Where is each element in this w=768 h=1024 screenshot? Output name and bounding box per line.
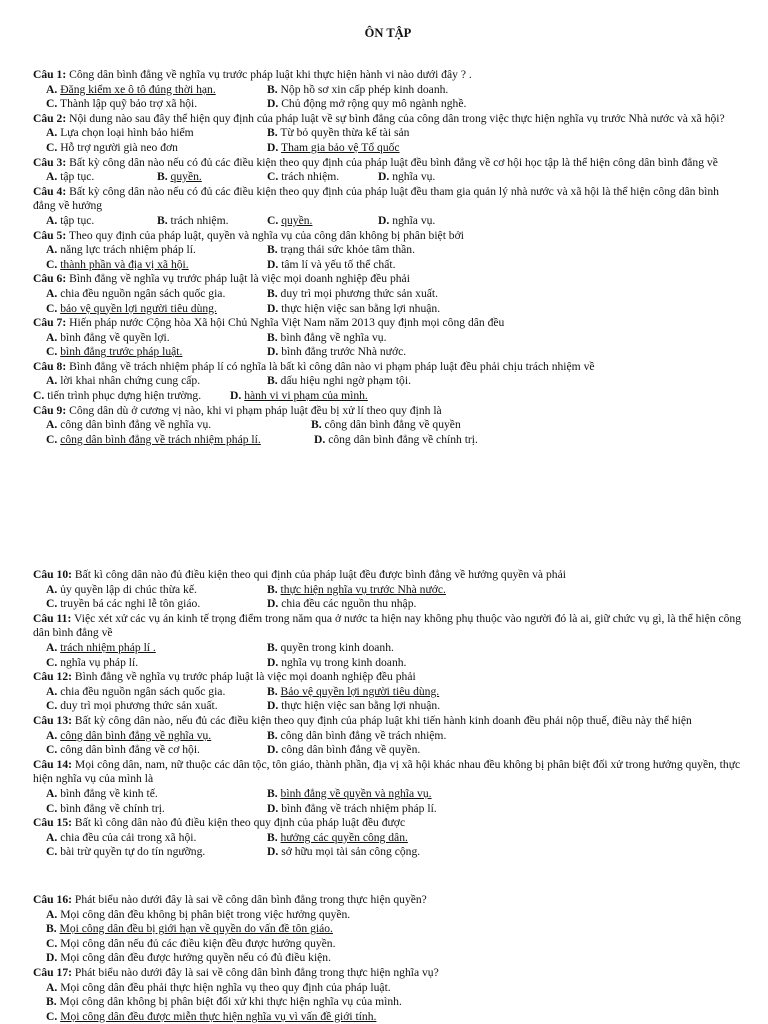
option-text: bình đẳng về quyền lợi.	[60, 330, 170, 344]
option-letter: C.	[46, 936, 58, 950]
option-letter: D.	[267, 597, 279, 611]
question	[33, 156, 743, 171]
option-text: chia đều các nguồn thu nhập.	[281, 597, 417, 611]
option-text: Mọi công dân không bị phân biệt đối xử khi thực hiện nghĩa vụ của mình.	[59, 995, 402, 1009]
answer-option	[267, 170, 339, 185]
option-text: bình đẳng về quyền và nghĩa vụ.	[280, 786, 432, 800]
option-text: Mọi công dân nếu đủ các điều kiện đều được hưởng quyền.	[60, 936, 336, 950]
option-letter: C.	[46, 140, 58, 154]
option-text: tiến trình phục dựng hiện trường.	[47, 389, 202, 403]
answer-option	[267, 831, 408, 846]
option-letter: C.	[46, 699, 58, 713]
option-letter: D.	[378, 213, 390, 227]
option-text: thực hiện việc san bằng lợi nhuận.	[281, 301, 441, 315]
option-letter: C.	[46, 597, 58, 611]
option-letter: A.	[46, 684, 58, 698]
option-letter: C.	[267, 170, 279, 184]
option-text: bình đẳng về chính trị.	[60, 801, 165, 815]
option-text: bình đẳng về nghĩa vụ.	[280, 330, 387, 344]
option-row	[33, 243, 743, 258]
option-text: nghĩa vụ pháp lí.	[60, 655, 139, 669]
question	[33, 758, 743, 787]
answer-option	[46, 433, 261, 448]
answer-option	[33, 389, 201, 404]
option-text: thực hiện việc san bằng lợi nhuận.	[281, 699, 441, 713]
option-text: Mọi công dân đều bị giới hạn về quyền do vấn đề tôn giáo.	[59, 922, 333, 936]
answer-option	[267, 243, 415, 258]
option-letter: C.	[46, 97, 58, 111]
option-letter: A.	[46, 374, 58, 388]
answer-option	[46, 345, 182, 360]
answer-option	[267, 641, 394, 656]
answer-option	[267, 583, 446, 598]
answer-option	[46, 802, 165, 817]
question-text: Phát biểu nào dưới đây là sai về công dân bình đẳng trong thực hiện nghĩa vụ?	[74, 965, 439, 979]
answer-option	[46, 908, 743, 923]
option-text: hưởng các quyền công dân.	[280, 830, 408, 844]
option-letter: B.	[267, 286, 278, 300]
question-number: Câu 7:	[33, 316, 67, 330]
question-number: Câu 10:	[33, 568, 72, 581]
answer-option	[46, 951, 743, 966]
question	[33, 670, 743, 685]
answer-option	[267, 685, 439, 700]
question-text: Bình đẳng về nghĩa vụ trước pháp luật là việc mọi doanh nghiệp đều phải	[74, 670, 416, 684]
option-text: chia đều nguồn ngân sách quốc gia.	[60, 286, 226, 300]
option-row	[33, 83, 743, 98]
option-letter: C.	[46, 743, 58, 757]
answer-option	[378, 214, 435, 229]
option-letter: A.	[46, 640, 58, 654]
page-title: ÔN TẬP	[364, 26, 412, 40]
option-letter: D.	[267, 801, 279, 815]
option-text: Thành lập quỹ bảo trợ xã hội.	[59, 97, 198, 111]
option-text: công dân bình đẳng về trách nhiệm pháp lí.	[60, 432, 261, 446]
option-text: quyền.	[170, 170, 202, 184]
option-letter: A.	[46, 170, 58, 184]
option-text: Đăng kiểm xe ô tô đúng thời hạn.	[60, 82, 216, 96]
option-row	[33, 699, 743, 714]
option-row	[33, 787, 743, 802]
option-letter: D.	[267, 257, 279, 271]
option-letter: B.	[311, 418, 322, 432]
option-letter: A.	[46, 330, 58, 344]
option-row	[33, 258, 743, 273]
option-row	[33, 141, 743, 156]
answer-option	[46, 922, 743, 937]
option-letter: D.	[267, 845, 279, 859]
option-text: duy trì mọi phương thức sản xuất.	[280, 286, 439, 300]
option-text: nghĩa vụ.	[392, 213, 436, 227]
option-text: bình đẳng trước Nhà nước.	[281, 345, 407, 359]
option-row	[33, 831, 743, 846]
option-letter: A.	[46, 418, 58, 432]
question-block-1	[33, 68, 743, 447]
answer-option	[46, 83, 216, 98]
option-text: Chủ động mở rộng quy mô ngành nghề.	[281, 97, 467, 111]
answer-option	[46, 1010, 743, 1024]
option-letter: A.	[46, 907, 58, 921]
option-row	[33, 331, 743, 346]
option-text: công dân bình đẳng về quyền	[324, 418, 461, 432]
question-text: Theo quy định của pháp luật, quyền và nghĩa vụ của công dân không bị phân biệt bởi	[68, 228, 464, 242]
option-row	[33, 656, 743, 671]
option-text: Hỗ trợ người già neo đơn	[60, 140, 178, 154]
option-text: trách nhiệm.	[170, 213, 229, 227]
option-text: bình đẳng về kinh tế.	[60, 786, 158, 800]
option-letter: A.	[46, 786, 58, 800]
answer-option	[46, 699, 218, 714]
answer-option	[267, 699, 440, 714]
option-text: thành phần và địa vị xã hội.	[60, 257, 189, 271]
question	[33, 612, 743, 641]
option-letter: B.	[267, 684, 278, 698]
option-text: quyền trong kinh doanh.	[280, 640, 394, 654]
answer-option	[46, 685, 225, 700]
answer-option	[267, 729, 446, 744]
option-text: Tham gia bảo vệ Tổ quốc	[280, 140, 400, 154]
answer-option	[46, 302, 217, 317]
option-letter: D.	[267, 655, 279, 669]
option-letter: D.	[267, 345, 279, 359]
option-letter: C.	[46, 1009, 58, 1023]
option-text: nghĩa vụ.	[392, 170, 436, 184]
question	[33, 893, 743, 908]
option-text: hành vi vi phạm của mình.	[244, 389, 368, 403]
option-row	[33, 214, 743, 229]
option-letter: B.	[157, 170, 168, 184]
question	[33, 272, 743, 287]
question-number: Câu 9:	[33, 403, 67, 417]
option-row	[33, 433, 743, 448]
answer-option	[46, 170, 94, 185]
question	[33, 714, 743, 729]
option-letter: A.	[46, 243, 58, 257]
question-number: Câu 13:	[33, 713, 72, 727]
option-letter: C.	[33, 389, 45, 403]
question-text: Bất kỳ công dân nào nếu có đủ các điều kiện theo quy định của pháp luật đều bình đẳng về cơ hội học tập là thể hiện công dân bình đẳng về	[69, 155, 718, 169]
option-text: nghĩa vụ trong kinh doanh.	[281, 655, 407, 669]
option-row	[33, 418, 743, 433]
question-text: Bất kì công dân nào đủ điều kiện theo qui định của pháp luật đều được bình đẳng về hưởng quyền và phải	[74, 568, 566, 581]
answer-option	[46, 243, 196, 258]
option-row	[33, 170, 743, 185]
question	[33, 185, 743, 214]
answer-option	[46, 743, 200, 758]
question	[33, 360, 743, 375]
question	[33, 966, 743, 981]
answer-option	[267, 83, 448, 98]
option-text: ủy quyền lập di chúc thừa kế.	[60, 582, 197, 596]
option-letter: A.	[46, 980, 58, 994]
option-text: Mọi công dân đều không bị phân biệt trong việc hưởng quyền.	[60, 907, 351, 921]
answer-option	[46, 331, 170, 346]
question-text: Bất kỳ công dân nào, nếu đủ các điều kiện theo quy định của pháp luật khi tiến hành kinh doanh đều phải nộp thuế, điều này thể hiện	[74, 713, 692, 727]
answer-option	[46, 214, 94, 229]
option-text: duy trì mọi phương thức sản xuất.	[60, 699, 218, 713]
option-row	[33, 126, 743, 141]
option-text: bài trừ quyền tự do tín ngưỡng.	[60, 845, 206, 859]
option-text: chia đều nguồn ngân sách quốc gia.	[60, 684, 226, 698]
answer-option	[230, 389, 368, 404]
option-letter: B.	[46, 922, 57, 936]
option-text: Nộp hồ sơ xin cấp phép kinh doanh.	[280, 82, 449, 96]
option-letter: D.	[267, 97, 279, 111]
question-number: Câu 15:	[33, 816, 72, 830]
question-number: Câu 12:	[33, 670, 72, 684]
option-letter: B.	[267, 640, 278, 654]
option-text: năng lực trách nhiệm pháp lí.	[60, 243, 196, 257]
option-letter: B.	[267, 243, 278, 257]
answer-option	[267, 287, 438, 302]
answer-option	[46, 729, 211, 744]
question-text: Bình đẳng về nghĩa vụ trước pháp luật là việc mọi doanh nghiệp đều phải	[69, 272, 410, 286]
option-letter: D.	[314, 432, 326, 446]
answer-option	[378, 170, 435, 185]
option-text: quyền.	[281, 213, 313, 227]
answer-option	[46, 831, 196, 846]
option-letter: D.	[378, 170, 390, 184]
option-letter: B.	[267, 786, 278, 800]
option-letter: D.	[46, 951, 58, 965]
option-text: sở hữu mọi tài sản công cộng.	[281, 845, 421, 859]
option-letter: D.	[267, 301, 279, 315]
option-text: dấu hiệu nghi ngờ phạm tội.	[280, 374, 411, 388]
question-text: Hiến pháp nước Cộng hòa Xã hội Chủ Nghĩa Việt Nam năm 2013 quy định mọi công dân đều	[69, 316, 505, 330]
option-letter: C.	[46, 345, 58, 359]
answer-option	[46, 937, 743, 952]
question-number: Câu 3:	[33, 155, 67, 169]
question-text: Mọi công dân, nam, nữ thuộc các dân tộc, tôn giáo, thành phần, địa vị xã hội khác nhau đều không bị phân biệt đối xử trong hưởng quyền, thực hiện nghĩa vụ của mình là	[33, 757, 741, 786]
option-text: công dân bình đẳng về chính trị.	[328, 432, 478, 446]
answer-option	[267, 802, 437, 817]
option-text: tập tục.	[60, 213, 95, 227]
option-text: Bảo vệ quyền lợi người tiêu dùng.	[280, 684, 440, 698]
option-letter: C.	[46, 845, 58, 859]
option-letter: B.	[267, 374, 278, 388]
option-letter: A.	[46, 82, 58, 96]
answer-option	[267, 597, 416, 612]
option-letter: B.	[267, 582, 278, 596]
option-text: tập tục.	[60, 170, 95, 184]
option-text: Mọi công dân đều được hưởng quyền nếu có đủ điều kiện.	[60, 951, 332, 965]
option-text: bình đẳng trước pháp luật.	[60, 345, 183, 359]
question-number: Câu 6:	[33, 272, 67, 286]
option-letter: C.	[46, 301, 58, 315]
option-row	[33, 287, 743, 302]
answer-option	[46, 97, 197, 112]
question-block-2	[33, 568, 743, 860]
question-text: Bất kỳ công dân nào nếu có đủ các điều kiện theo quy định của pháp luật đều tham gia quản lý nhà nước và xã hội là thể hiện công dân bình đẳng về hưởng	[33, 184, 719, 213]
option-letter: C.	[267, 213, 279, 227]
option-letter: C.	[46, 655, 58, 669]
option-text: bảo vệ quyền lợi người tiêu dùng.	[60, 301, 217, 315]
answer-option	[267, 258, 395, 273]
question-text: Phát biểu nào dưới đây là sai về công dân bình đẳng trong thực hiện quyền?	[74, 893, 427, 906]
answer-option	[267, 656, 406, 671]
option-letter: B.	[267, 82, 278, 96]
option-list	[33, 908, 743, 966]
answer-option	[46, 141, 178, 156]
question	[33, 568, 743, 583]
option-list	[33, 981, 743, 1024]
option-text: trạng thái sức khỏe tâm thần.	[280, 243, 415, 257]
answer-option	[46, 126, 194, 141]
option-letter: D.	[230, 389, 242, 403]
option-row	[33, 345, 743, 360]
option-text: trách nhiệm.	[281, 170, 340, 184]
option-row	[33, 845, 743, 860]
answer-option	[267, 743, 420, 758]
answer-option	[46, 995, 743, 1010]
question	[33, 112, 743, 127]
option-text: Mọi công dân đều được miễn thực hiện nghĩa vụ vì vấn đề giới tính.	[60, 1009, 377, 1023]
answer-option	[46, 418, 211, 433]
option-letter: B.	[267, 330, 278, 344]
question-text: Việc xét xử các vụ án kinh tế trọng điểm trong năm qua ở nước ta hiện nay không phụ thuộc vào người đó là ai, giữ chức vụ gì, là thể hiện công dân bình đẳng về	[33, 611, 742, 640]
option-row	[33, 97, 743, 112]
option-text: bình đẳng về trách nhiệm pháp lí.	[281, 801, 437, 815]
option-row	[33, 374, 743, 389]
option-letter: B.	[267, 126, 278, 140]
option-letter: A.	[46, 213, 58, 227]
question-number: Câu 16:	[33, 893, 72, 906]
answer-option	[267, 141, 400, 156]
option-text: công dân bình đẳng về nghĩa vụ.	[60, 418, 212, 432]
answer-option	[267, 345, 406, 360]
question-number: Câu 5:	[33, 228, 67, 242]
answer-option	[46, 981, 743, 996]
answer-option	[267, 787, 432, 802]
option-row	[33, 641, 743, 656]
option-letter: C.	[46, 432, 58, 446]
option-text: chia đều của cải trong xã hội.	[60, 830, 197, 844]
option-letter: C.	[46, 257, 58, 271]
question-number: Câu 14:	[33, 757, 72, 771]
option-letter: D.	[267, 140, 279, 154]
option-letter: B.	[267, 728, 278, 742]
answer-option	[46, 641, 156, 656]
option-text: công dân bình đẳng về quyền.	[281, 743, 421, 757]
option-letter: C.	[46, 801, 58, 815]
option-text: công dân bình đẳng về trách nhiệm.	[280, 728, 447, 742]
answer-option	[46, 597, 200, 612]
question-number: Câu 4:	[33, 184, 67, 198]
question	[33, 68, 743, 83]
option-letter: D.	[267, 699, 279, 713]
answer-option	[46, 258, 189, 273]
answer-option	[157, 214, 229, 229]
option-text: thực hiện nghĩa vụ trước Nhà nước.	[280, 582, 446, 596]
answer-option	[46, 374, 200, 389]
question-text: Bất kì công dân nào đủ điều kiện theo quy định của pháp luật đều được	[74, 816, 406, 830]
question-number: Câu 2:	[33, 111, 67, 125]
option-letter: A.	[46, 286, 58, 300]
option-letter: A.	[46, 830, 58, 844]
answer-option	[267, 302, 440, 317]
question	[33, 316, 743, 331]
question-text: Công dân dù ở cương vị nào, khi vi phạm pháp luật đều bị xử lí theo quy định là	[69, 403, 442, 417]
answer-option	[46, 287, 225, 302]
option-text: công dân bình đẳng về nghĩa vụ.	[60, 728, 212, 742]
question	[33, 816, 743, 831]
answer-option	[46, 583, 197, 598]
question-text: Bình đẳng về trách nhiệm pháp lí có nghĩa là bất kì công dân nào vi phạm pháp luật đều phải chịu trách nhiệm về	[69, 359, 595, 373]
question-number: Câu 11:	[33, 611, 72, 625]
question-text: Công dân bình đẳng về nghĩa vụ trước pháp luật khi thực hiện hành vi nào dưới đây ? .	[69, 68, 472, 81]
option-letter: D.	[267, 743, 279, 757]
answer-option	[157, 170, 202, 185]
option-row	[33, 729, 743, 744]
option-letter: B.	[157, 213, 168, 227]
answer-option	[267, 97, 466, 112]
option-row	[33, 389, 743, 404]
option-row	[33, 685, 743, 700]
question	[33, 229, 743, 244]
option-row	[33, 302, 743, 317]
option-row	[33, 583, 743, 598]
question-number: Câu 1:	[33, 68, 67, 81]
answer-option	[46, 845, 205, 860]
question-block-3	[33, 893, 743, 1024]
answer-option	[267, 214, 312, 229]
option-text: truyền bá các nghi lễ tôn giáo.	[60, 597, 201, 611]
question-number: Câu 17:	[33, 965, 72, 979]
option-row	[33, 597, 743, 612]
question-number: Câu 8:	[33, 359, 67, 373]
answer-option	[267, 374, 411, 389]
option-letter: A.	[46, 728, 58, 742]
option-text: Lựa chọn loại hình bảo hiểm	[60, 126, 194, 140]
option-letter: A.	[46, 126, 58, 140]
option-text: tâm lí và yếu tố thể chất.	[281, 257, 396, 271]
answer-option	[46, 787, 158, 802]
question-text: Nội dung nào sau đây thể hiện quy định của pháp luật về sự bình đẳng của công dân trong việc thực hiện nghĩa vụ trước Nhà nước và xã hội?	[69, 111, 725, 125]
option-row	[33, 802, 743, 817]
option-letter: B.	[46, 995, 57, 1009]
option-text: trách nhiệm pháp lí .	[60, 640, 156, 654]
answer-option	[267, 331, 386, 346]
option-letter: A.	[46, 582, 58, 596]
answer-option	[267, 845, 420, 860]
option-text: công dân bình đẳng về cơ hội.	[60, 743, 200, 757]
option-text: Từ bỏ quyền thừa kế tài sản	[280, 126, 410, 140]
option-row	[33, 743, 743, 758]
answer-option	[267, 126, 409, 141]
answer-option	[311, 418, 461, 433]
option-text: Mọi công dân đều phải thực hiện nghĩa vụ theo quy định của pháp luật.	[60, 980, 391, 994]
option-letter: B.	[267, 830, 278, 844]
option-text: lời khai nhân chứng cung cấp.	[60, 374, 201, 388]
answer-option	[46, 656, 138, 671]
question	[33, 404, 743, 419]
answer-option	[314, 433, 478, 448]
